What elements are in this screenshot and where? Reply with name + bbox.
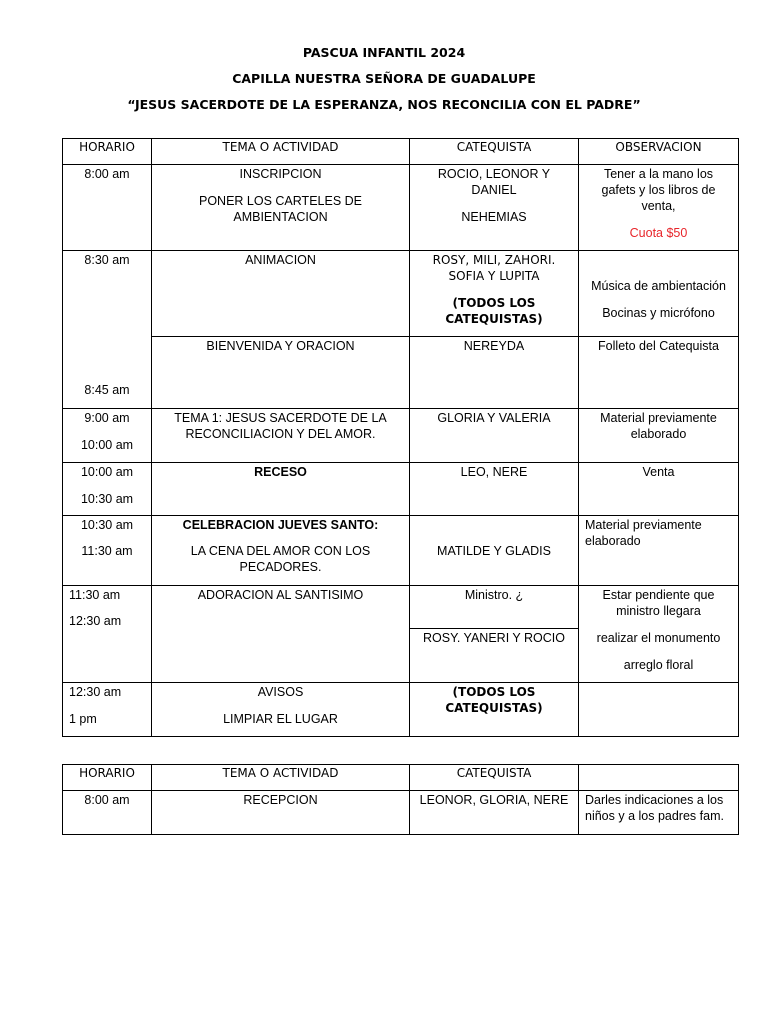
activity-text: RECEPCION — [243, 793, 318, 807]
table-row — [63, 337, 739, 409]
catequista-text: Ministro. ¿ — [464, 588, 524, 602]
time-cell: 11:30 am — [69, 588, 121, 602]
header-observacion — [579, 765, 739, 791]
schedule-table — [62, 138, 739, 737]
activity-text: INSCRIPCION — [239, 167, 322, 181]
header-horario: HORARIO — [63, 139, 152, 165]
activity-text: ADORACION AL SANTISIMO — [197, 588, 364, 602]
header-catequista: CATEQUISTA — [410, 139, 579, 165]
catequista-text: ROSY. YANERI Y ROCIO — [423, 631, 565, 645]
catequista-text: NEREYDA — [463, 339, 525, 353]
observation-text: Bocinas y micrófono — [602, 306, 715, 320]
catequista-text: LEO, NERE — [460, 465, 528, 479]
time-cell: 9:00 am — [84, 411, 130, 425]
header-catequista: CATEQUISTA — [410, 765, 579, 791]
time-cell: 8:00 am — [84, 793, 130, 807]
time-cell: 10:30 am — [80, 518, 134, 532]
table-row — [63, 409, 739, 463]
observation-text: realizar el monumento — [596, 631, 721, 645]
table-row — [63, 791, 739, 835]
time-cell: 11:30 am — [81, 544, 133, 558]
catequista-text: NEHEMIAS — [461, 210, 527, 224]
catequista-text: MATILDE Y GLADIS — [437, 544, 551, 558]
observation-text: arreglo floral — [623, 658, 694, 672]
time-cell: 10:00 am — [80, 465, 134, 479]
observation-text: Folleto del Catequista — [598, 339, 719, 353]
catequista-text: LEONOR, GLORIA, NERE — [419, 793, 569, 807]
table-row — [63, 516, 739, 586]
header-observacion: OBSERVACION — [579, 139, 739, 165]
observation-text: Darles indicaciones a los niños y a los padres fam. — [585, 793, 724, 823]
observation-text: Venta — [642, 465, 675, 479]
observation-text: Estar pendiente que ministro llegara — [602, 588, 715, 618]
activity-text: LA CENA DEL AMOR CON LOS PECADORES. — [190, 544, 371, 574]
time-cell: 10:30 am — [80, 492, 134, 506]
time-cell: 10:00 am — [80, 438, 134, 452]
catequista-text: (TODOS LOS CATEQUISTAS) — [445, 685, 543, 715]
observation-text: Tener a la mano los gafets y los libros de venta, — [601, 167, 716, 213]
header-tema: TEMA O ACTIVIDAD — [152, 139, 410, 165]
table-row — [63, 165, 739, 251]
table-row — [63, 683, 739, 737]
activity-text: LIMPIAR EL LUGAR — [223, 712, 338, 726]
time-cell: 8:45 am — [84, 383, 130, 397]
observation-text: Material previamente elaborado — [600, 411, 717, 441]
time-cell: 8:00 am — [84, 167, 130, 181]
time-cell: 12:30 am — [69, 614, 122, 628]
activity-text: BIENVENIDA Y ORACION — [206, 339, 355, 353]
catequista-text: ROSY, MILI, ZAHORI. SOFIA Y LUPITA — [432, 253, 556, 283]
header-tema: TEMA O ACTIVIDAD — [152, 765, 410, 791]
catequista-text: GLORIA Y VALERIA — [437, 411, 551, 425]
table-header-row — [63, 765, 739, 791]
cuota-text: Cuota $50 — [629, 226, 688, 240]
table-row — [63, 586, 739, 629]
catequista-text: (TODOS LOS CATEQUISTAS) — [445, 296, 543, 326]
activity-text: AVISOS — [257, 685, 304, 699]
time-cell: 12:30 am — [69, 685, 122, 699]
document-title: PASCUA INFANTIL 2024 — [302, 45, 466, 60]
table-row — [63, 463, 739, 516]
time-cell: 1 pm — [69, 712, 97, 726]
document-subtitle: CAPILLA NUESTRA SEÑORA DE GUADALUPE — [232, 71, 536, 86]
activity-text: RECESO — [254, 465, 307, 479]
time-cell: 8:30 am — [84, 253, 130, 267]
activity-text: TEMA 1: JESUS SACERDOTE DE LA RECONCILIACION Y DEL AMOR. — [174, 411, 387, 441]
catequista-text: ROCIO, LEONOR Y DANIEL — [437, 167, 551, 197]
activity-text: PONER LOS CARTELES DE AMBIENTACION — [198, 194, 362, 224]
observation-text: Material previamente elaborado — [585, 518, 702, 548]
document-theme: “JESUS SACERDOTE DE LA ESPERANZA, NOS RECONCILIA CON EL PADRE” — [127, 97, 641, 112]
header-horario: HORARIO — [63, 765, 152, 791]
table-header-row — [63, 139, 739, 165]
activity-text: CELEBRACION JUEVES SANTO: — [182, 518, 379, 532]
activity-text: ANIMACION — [245, 253, 316, 267]
table-row — [63, 251, 739, 337]
reception-table — [62, 764, 739, 835]
observation-text: Música de ambientación — [591, 279, 726, 293]
